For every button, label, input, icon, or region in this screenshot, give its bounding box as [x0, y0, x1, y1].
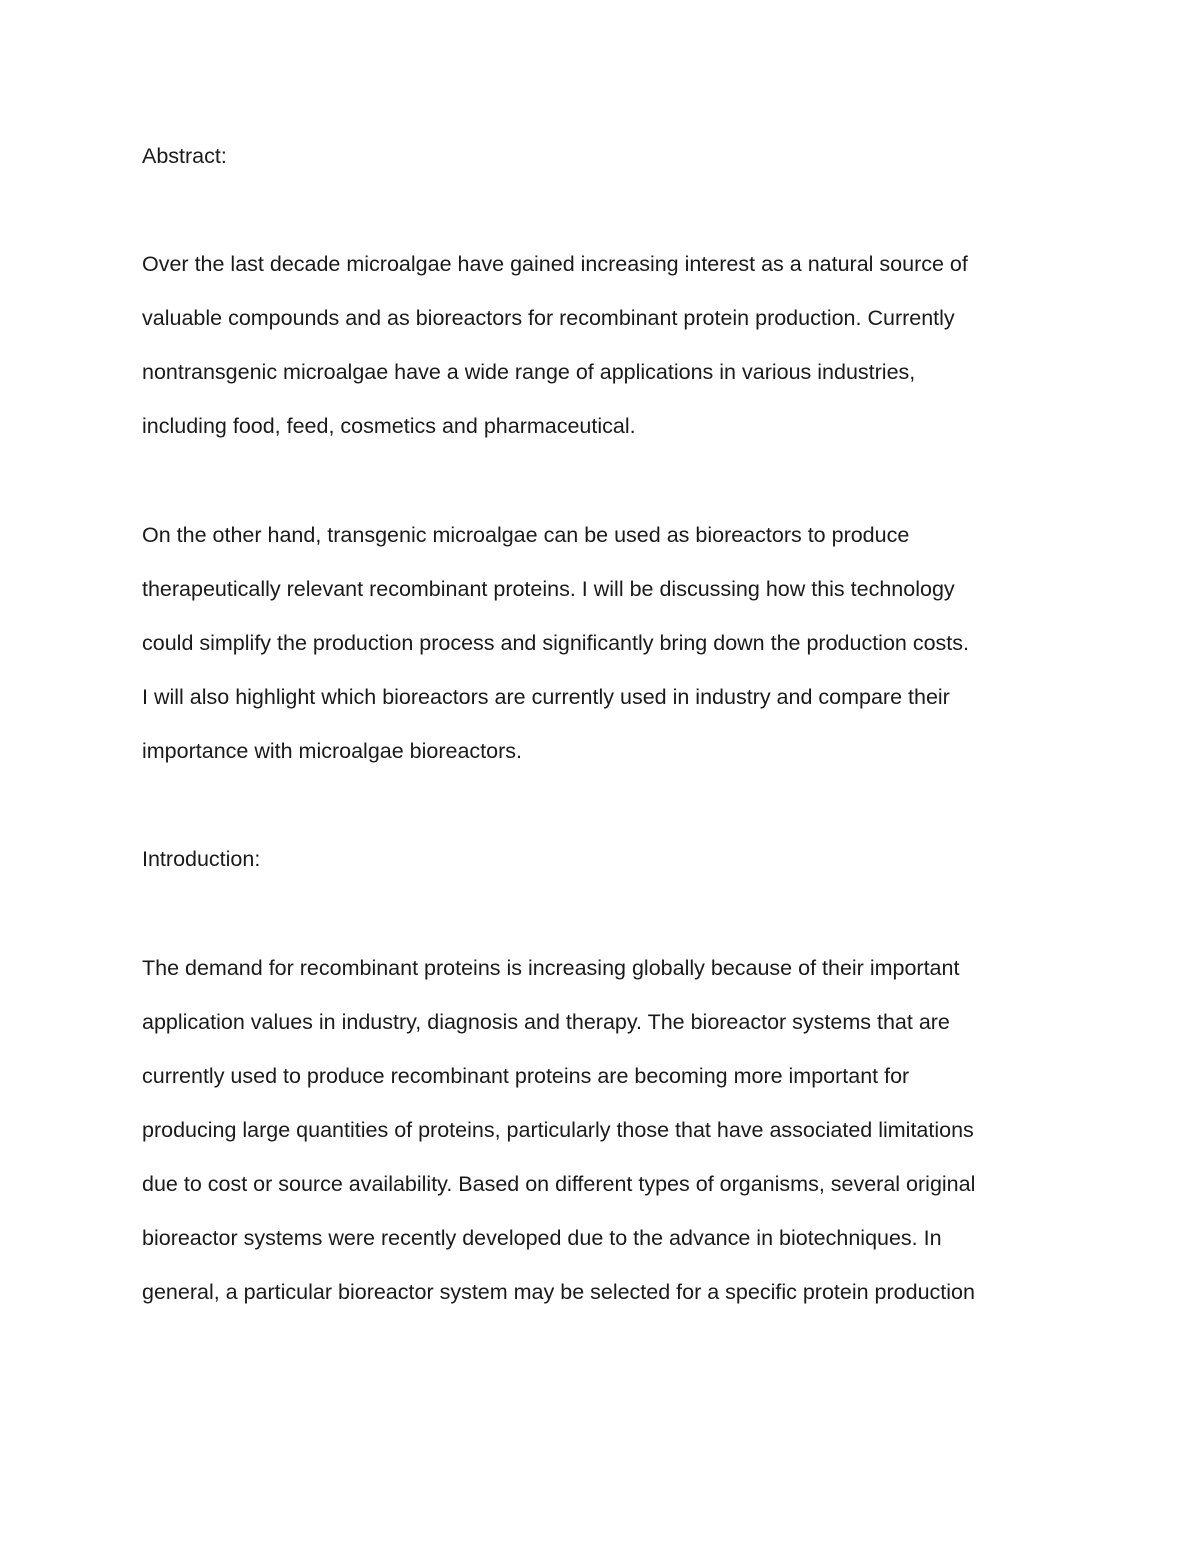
- introduction-paragraph-line: The demand for recombinant proteins is increasing globally because of their important: [142, 956, 960, 980]
- abstract-paragraph-1-line: including food, feed, cosmetics and pharmaceutical.: [142, 414, 636, 438]
- abstract-paragraph-1-line: Over the last decade microalgae have gained increasing interest as a natural source of: [142, 252, 968, 276]
- abstract-paragraph-2-line: I will also highlight which bioreactors are currently used in industry and compare their: [142, 685, 950, 709]
- abstract-paragraph-1-line: nontransgenic microalgae have a wide range of applications in various industries,: [142, 360, 916, 384]
- introduction-paragraph-line: general, a particular bioreactor system may be selected for a specific protein production: [142, 1280, 975, 1304]
- abstract-paragraph-2-line: On the other hand, transgenic microalgae can be used as bioreactors to produce: [142, 523, 910, 547]
- abstract-paragraph-2-line: therapeutically relevant recombinant proteins. I will be discussing how this technology: [142, 577, 955, 601]
- abstract-paragraph-1-line: valuable compounds and as bioreactors for recombinant protein production. Currently: [142, 306, 955, 330]
- introduction-paragraph-line: application values in industry, diagnosis and therapy. The bioreactor systems that are: [142, 1010, 950, 1034]
- introduction-paragraph-line: due to cost or source availability. Based on different types of organisms, several original: [142, 1172, 976, 1196]
- abstract-heading: Abstract:: [142, 144, 227, 168]
- abstract-paragraph-2-line: could simplify the production process and significantly bring down the production costs.: [142, 631, 970, 655]
- introduction-heading: Introduction:: [142, 847, 261, 871]
- introduction-paragraph-line: currently used to produce recombinant proteins are becoming more important for: [142, 1064, 910, 1088]
- abstract-paragraph-2-line: importance with microalgae bioreactors.: [142, 739, 522, 763]
- introduction-paragraph-line: producing large quantities of proteins, particularly those that have associated limitations: [142, 1118, 974, 1142]
- introduction-paragraph-line: bioreactor systems were recently developed due to the advance in biotechniques. In: [142, 1226, 942, 1250]
